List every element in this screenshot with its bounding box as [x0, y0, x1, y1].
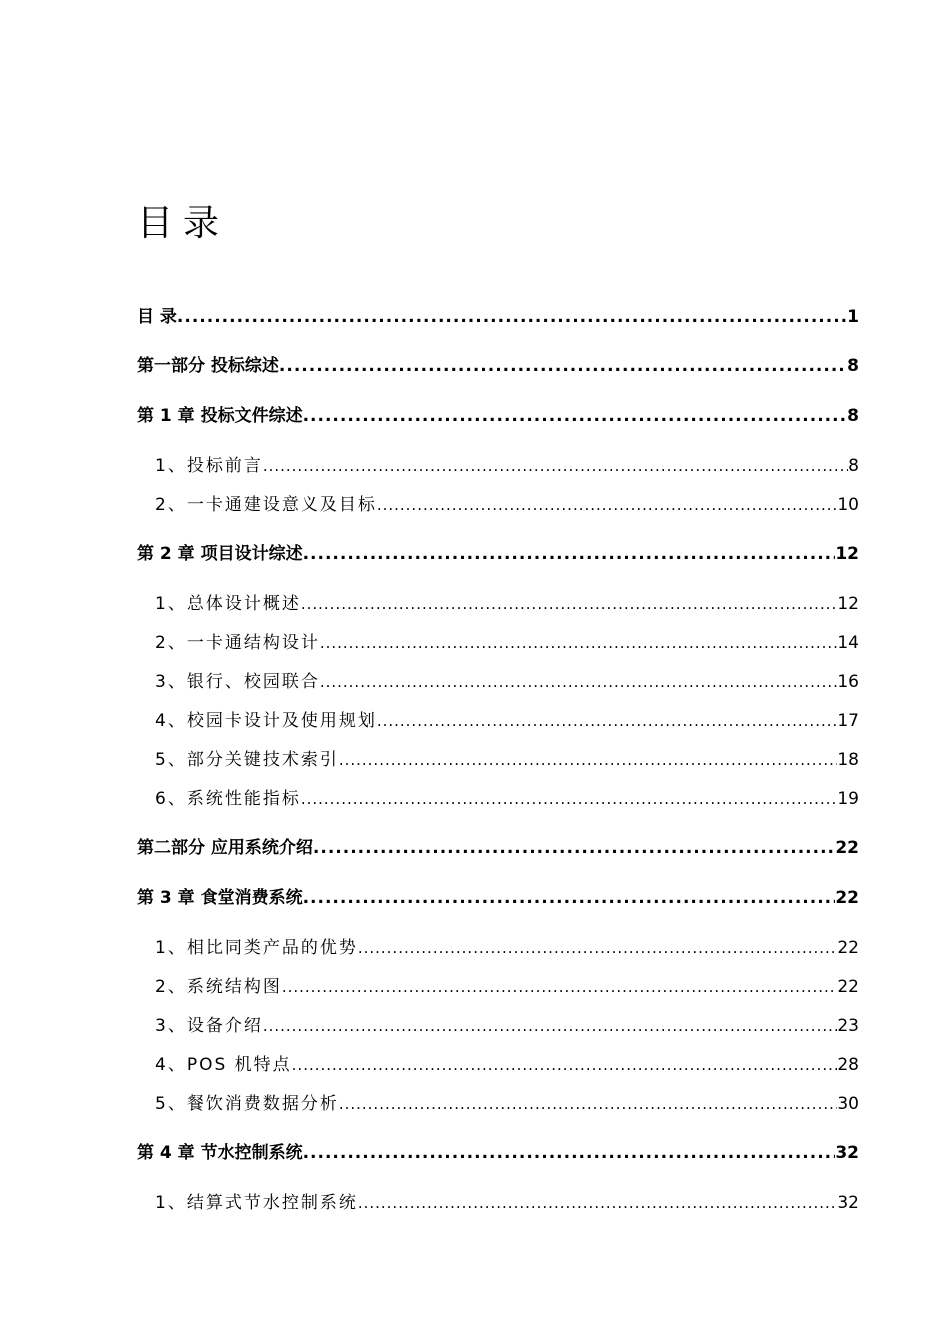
toc-entry-label: 目 录 [137, 307, 177, 327]
toc-entry[interactable] [155, 975, 859, 999]
toc-page-number: 30 [837, 1094, 859, 1114]
toc-entry[interactable] [155, 1191, 859, 1215]
toc-entry[interactable] [155, 631, 859, 655]
toc-entry-label: 6、系统性能指标 [155, 789, 301, 809]
toc-dot-leader [377, 493, 838, 517]
toc-page-number: 32 [837, 1193, 859, 1213]
toc-dot-leader [358, 936, 838, 960]
toc-entry-label: 3、银行、校园联合 [155, 672, 320, 692]
toc-dot-leader [279, 354, 847, 378]
toc-dot-leader [263, 1014, 838, 1038]
toc-entry-label: 第一部分 投标综述 [137, 356, 279, 376]
toc-entry[interactable] [137, 404, 859, 428]
toc-dot-leader [339, 1092, 838, 1116]
toc-entry-label: 1、相比同类产品的优势 [155, 938, 358, 958]
toc-entry[interactable] [155, 1053, 859, 1077]
toc-entry-label: 第 4 章 节水控制系统 [137, 1143, 303, 1163]
toc-dot-leader [177, 305, 847, 329]
toc-entry[interactable] [137, 354, 859, 378]
toc-page-number: 22 [837, 938, 859, 958]
toc-dot-leader [358, 1191, 838, 1215]
toc-dot-leader [282, 975, 838, 999]
toc-dot-leader [320, 631, 838, 655]
toc-dot-leader [320, 670, 838, 694]
toc-entry-label: 2、一卡通结构设计 [155, 633, 320, 653]
toc-entry-label: 4、POS 机特点 [155, 1055, 292, 1075]
toc-entry[interactable] [137, 836, 859, 860]
toc-page-number: 1 [847, 307, 859, 327]
toc-entry-label: 5、部分关键技术索引 [155, 750, 339, 770]
toc-entry-label: 第 3 章 食堂消费系统 [137, 888, 303, 908]
toc-entry-label: 第二部分 应用系统介绍 [137, 838, 313, 858]
toc-dot-leader [303, 886, 836, 910]
toc-page-number: 12 [835, 544, 859, 564]
toc-entry[interactable] [155, 454, 859, 478]
page-title: 目录 [137, 203, 230, 244]
toc-dot-leader [303, 404, 848, 428]
toc-dot-leader [313, 836, 835, 860]
toc-entry-label: 1、结算式节水控制系统 [155, 1193, 358, 1213]
toc-entry[interactable] [155, 1092, 859, 1116]
toc-entry[interactable] [137, 542, 859, 566]
toc-dot-leader [303, 1141, 836, 1165]
toc-entry[interactable] [155, 936, 859, 960]
toc-page-number: 17 [837, 711, 859, 731]
toc-entry[interactable] [155, 670, 859, 694]
toc-page-number: 14 [837, 633, 859, 653]
toc-page-number: 8 [847, 356, 859, 376]
toc-dot-leader [263, 454, 848, 478]
toc-entry[interactable] [155, 592, 859, 616]
toc-page-number: 23 [837, 1016, 859, 1036]
toc-page-number: 22 [835, 838, 859, 858]
toc-page-number: 32 [835, 1143, 859, 1163]
toc-page-number: 22 [837, 977, 859, 997]
toc-page-number: 8 [847, 406, 859, 426]
toc-entry-label: 2、系统结构图 [155, 977, 282, 997]
toc-page-number: 18 [837, 750, 859, 770]
toc-entry[interactable] [155, 787, 859, 811]
toc-entry[interactable] [155, 1014, 859, 1038]
toc-entry-label: 1、总体设计概述 [155, 594, 301, 614]
toc-page-number: 16 [837, 672, 859, 692]
toc-dot-leader [339, 748, 838, 772]
toc-dot-leader [301, 592, 838, 616]
toc-entry[interactable] [137, 305, 859, 329]
toc-entry-label: 第 2 章 项目设计综述 [137, 544, 303, 564]
toc-entry-label: 5、餐饮消费数据分析 [155, 1094, 339, 1114]
toc-entry[interactable] [155, 709, 859, 733]
toc-page-number: 19 [837, 789, 859, 809]
toc-entry-label: 1、投标前言 [155, 456, 263, 476]
toc-entry[interactable] [155, 493, 859, 517]
toc-entry-label: 4、校园卡设计及使用规划 [155, 711, 377, 731]
toc-page-number: 22 [835, 888, 859, 908]
toc-entry[interactable] [155, 748, 859, 772]
toc-entry-label: 2、一卡通建设意义及目标 [155, 495, 377, 515]
toc-entry[interactable] [137, 1141, 859, 1165]
toc-page-number: 8 [848, 456, 859, 476]
toc-page-number: 12 [837, 594, 859, 614]
toc-entry-label: 第 1 章 投标文件综述 [137, 406, 303, 426]
toc-dot-leader [301, 787, 838, 811]
toc-dot-leader [292, 1053, 838, 1077]
toc-entry-label: 3、设备介绍 [155, 1016, 263, 1036]
toc-page-number: 10 [837, 495, 859, 515]
toc-dot-leader [303, 542, 836, 566]
toc-entry[interactable] [137, 886, 859, 910]
toc-dot-leader [377, 709, 838, 733]
toc-page-number: 28 [837, 1055, 859, 1075]
